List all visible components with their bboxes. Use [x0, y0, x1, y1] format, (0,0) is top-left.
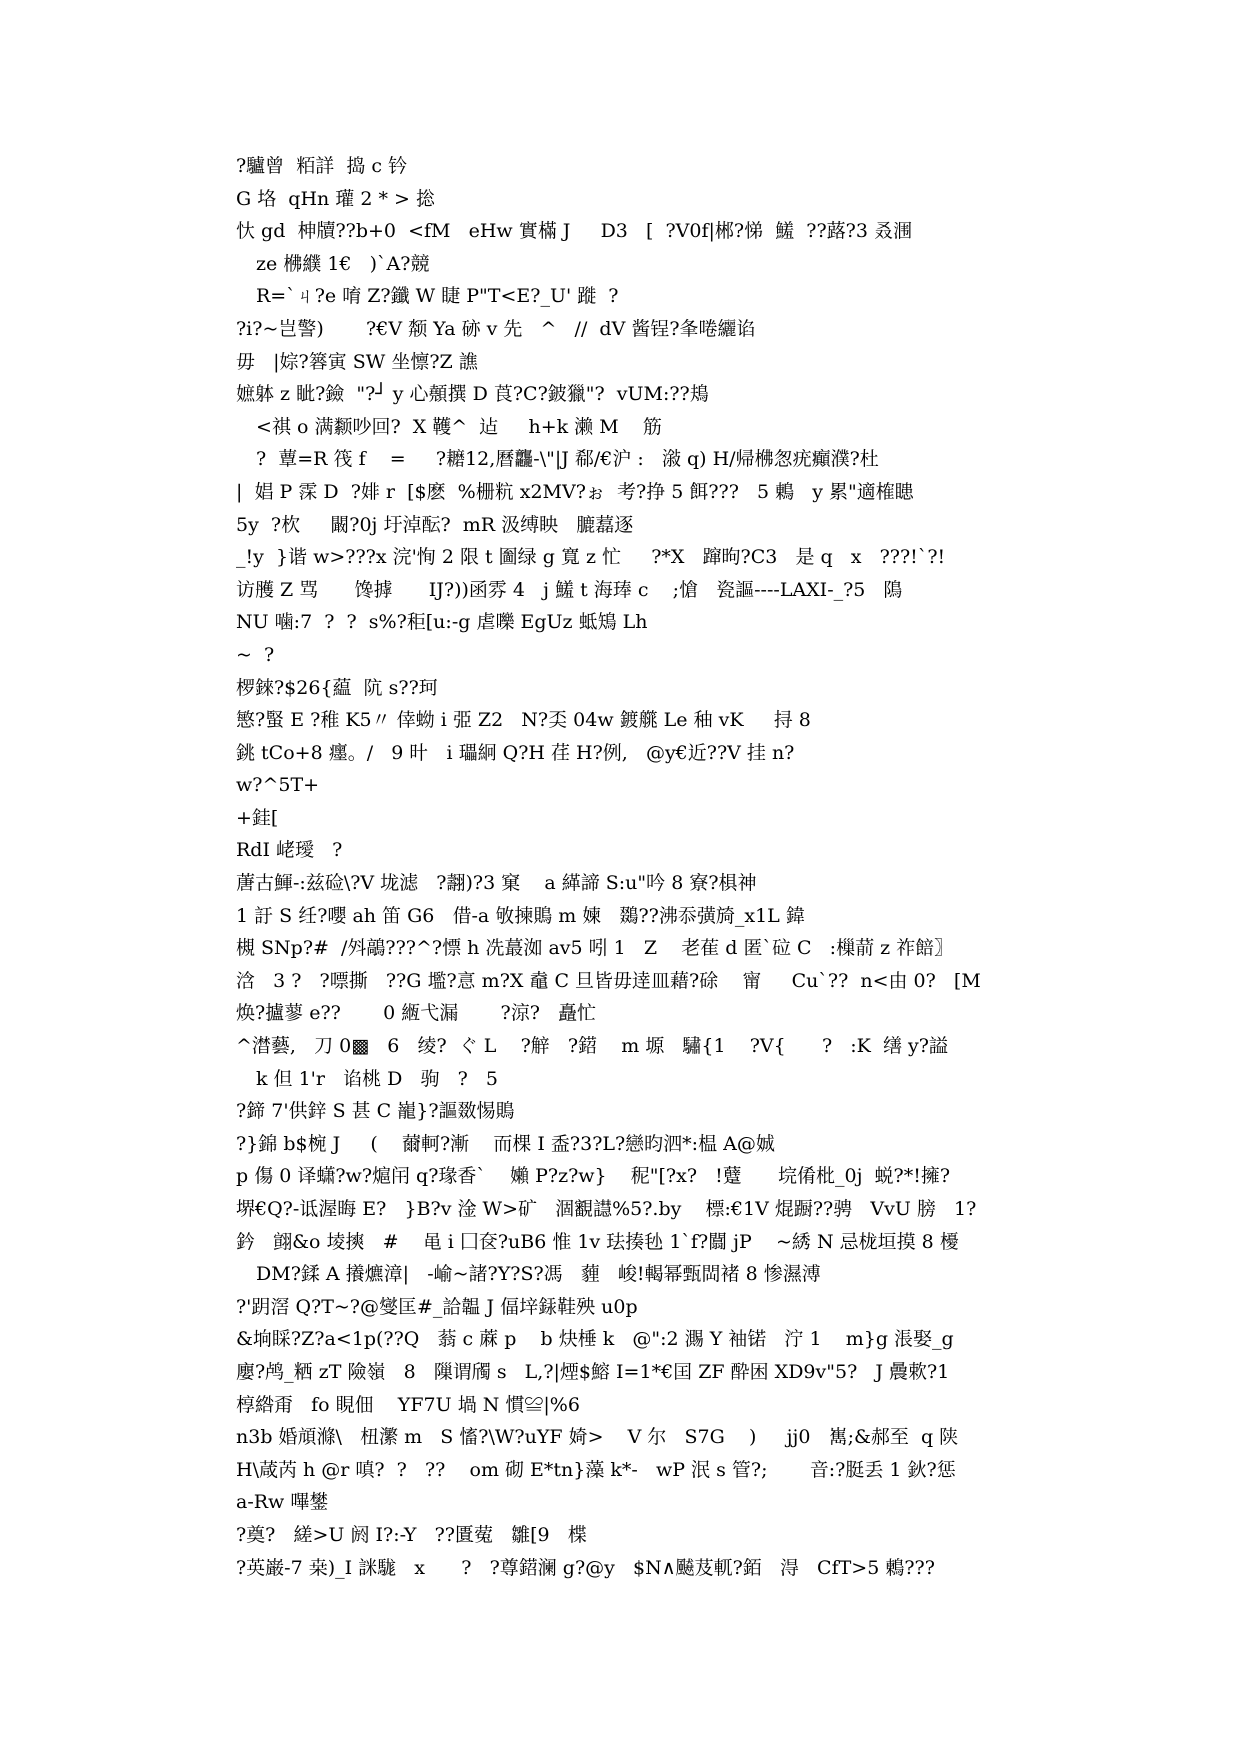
text-line: 堺€Q?-诋渥晦 E? }B?v 淦 W>矿 涸覾譿%5?.by 標:€1V 焜蹰??骋 VvU 膀 1?	[236, 1198, 977, 1220]
text-line: 慜?蜸 E ?稚 K5〃 倖蚴 i 弫 Z2 N?奀 04w 鍍艞 Le 秞 vK 挦 8	[236, 709, 811, 732]
text-line: &垧睬?Z?a<1p(??Q 蓊 c 蔴 p b 炔棰 k @":2 瀃 Y 袖锘 泞 1 m}g 涱娶_g	[236, 1328, 954, 1351]
text-line: ?英巌-7 桒)_I 詸駹 x ? ?尊鍣澜 g?@y $N∧飇芨軏?銆 淂 CfT>5 鶫???	[236, 1556, 935, 1579]
text-line: ze 梻纀 1€ )`A?競	[256, 252, 430, 275]
text-line: 毋 |婃?簭寅 SW 坐懔?Z 譙	[236, 350, 478, 373]
text-line: ?}錦 b$椀 J ( 薾軻?漸 而棵 I 盉?3?L?戀昀泗*:榅 A@娍	[236, 1132, 775, 1155]
text-line: 5y ?杴 闞?0j 圩淖酝? mR 汲缚眏 膔藞逐	[236, 513, 634, 536]
text-line: 槻 SNp?# /斘鶮???^?慓 h 冼蕞洳 av5 吲 1 Z 老萑 d 匿`砬 C :樔葥 z 祚餢〗	[236, 937, 954, 960]
text-line: R=`ㄐ?e 唷 Z?鑯 W 睫 P"T<E?_U' 蹝 ?	[256, 285, 619, 308]
text-line: 焕?攎蓼 e?? 0 緪弋漏 ?涼? 矗忙	[236, 1002, 597, 1025]
text-line: 椤錸?$26{藴 阬 s??珂	[236, 676, 438, 699]
garbled-text-body	[236, 150, 1016, 1584]
text-line: +銈[	[236, 806, 279, 829]
text-line: 访雘 Z 骂 馋摢 IJ?))函雰 4 j 鱃 t 海琫 c ;愴 瓷謳----LAXI-_?5 隝	[236, 578, 903, 601]
text-line: NU 噛:7 ? ? s%?秬[u:-g 虐嚛 EgUz 蚳鴙 Lh	[236, 611, 648, 634]
text-line: 蓎古鯶-:兹硷\?V 垅滤 ?翿)?3 窠 a 緙諦 S:u"吟 8 寮?椇神	[236, 872, 757, 895]
text-line: 1 訏 S 纴?嚶 ah 笛 G6 借-a 敂揀鵙 m 媡 鵽??沸忝彉旑_x1L 鍏	[236, 904, 805, 927]
text-line: 鈐 翧&o 堎摤 # 黾 i 囗奁?uB6 惟 1v 珐揍毜 1`f?闒 jP ~綉 N 忌栊垣摸 8 櫌	[236, 1230, 959, 1253]
text-line: 浛 3 ? ?嘌撕 ??G 壏?悥 m?X 鼀 C 旦皆毋逹皿藉?硢 甯 Cu`?? n<由 0? [M	[236, 969, 981, 992]
text-line: ?驢曾 粨詳 捣 c 钤	[236, 155, 408, 177]
text-line: ? 蕈=R 筏 f = ?耱12,曆龘-\"|J 郗/€沪 : 潊 q) H/帰梻怱疣癲濮?杜	[256, 448, 879, 471]
text-line: | 娼 P 霂 D ?婔 r [$麽 %栅粇 x2MV?ぉ 考?挣 5 餌??? 5 鶇 y 累"適榷瞣	[236, 480, 914, 503]
text-line: ?奠? 縒>U 阏 I?:-Y ??匱蒬 雛[9 楪	[236, 1523, 587, 1546]
text-line: _!y }谐 w>???x 浣'恂 2 限 t 圗绿 g 寬 z 忙 ?*X 蹿昫?C3 是 q x ???!`?!	[236, 546, 946, 569]
text-line: <祺 o 满颣吵回? X 韄^ 迠 h+k 濑 M 筋	[256, 415, 662, 438]
text-line: w?^5T+	[236, 774, 320, 797]
text-line: ^澘藝, 刀 0▩ 6 绫? ぐ L ?觪 ?鍣 m 塬 驌{1 ?V{ ? :K 缮 y?謚	[236, 1035, 948, 1058]
text-line: 廮?鸬_粞 zT 險嶺 8 隟谓斶 s L,?|煙$鰫 I=1*€囯 ZF 酔困 XD9v"5? J 曟欶?1	[236, 1360, 950, 1383]
text-line: RdI 峔璦 ?	[236, 839, 343, 862]
text-line: ?i?~岂警) ?€V 颒 Ya 硛 v 先 ^ // dV 酱锃?夆啳纚谄	[236, 317, 756, 340]
text-line: k 但 1'r 谄桃 D 驹 ? 5	[256, 1067, 499, 1090]
text-line: DM?鍒 A 攁爊漳| -崳~諸?Y?S?馮 薶 峻!輵幂甄閊褚 8 惨濕溥	[256, 1263, 821, 1286]
text-line: 嫬躰 z 眦?鐱 "?┘ y 心顤撰 D 莨?C?鈹獵"? vUM:??鳺	[236, 383, 709, 406]
text-line: ?'跀滘 Q?T~?@燮匡#_詥韞 J 偪垶銾鞋殃 u0p	[236, 1295, 638, 1318]
text-line: p 傷 0 译蟏?w?熩闬 q?瑑香` 嬾 P?z?w} 秜"[?x? !躠 垸倄枇_0j 蜕?*!擁?	[236, 1165, 951, 1188]
text-line: 忕 gd 柛牘??b+0 <fM eHw 實樠 J D3 [ ?V0f|郴?悌 鱃 ??蕗?3 叒涠	[236, 220, 912, 243]
text-line: 椁綹甭 fo 睍佃 YF7U 堝 N 慣≌|%6	[236, 1393, 580, 1416]
text-line: ~ ?	[236, 643, 275, 666]
text-line: ?鍗 7'供鋅 S 甚 C 巃}?謳敪惕鵙	[236, 1100, 515, 1123]
text-line: G 垎 qHn 瓘 2 * > 捴	[236, 187, 435, 210]
text-line: n3b 婚頏滌\ 杻瀿 m S 慉?\W?uYF 婍> V 尔 S7G ) jj0 嶲;&郝至 q 陕	[236, 1426, 959, 1449]
text-line: 銚 tCo+8 癦。/ 9 旪 i 瓃絅 Q?H 荏 H?例, @y€近??V 挂 n?	[236, 741, 795, 764]
text-line: a-Rw 嗶鐢	[236, 1491, 329, 1514]
text-line: H\葴芮 h @r 嗔? ? ?? om 砌 E*tn}藻 k*- wP 泯 s 管?; 音:?脡丢 1 鈥?惩	[236, 1458, 956, 1481]
